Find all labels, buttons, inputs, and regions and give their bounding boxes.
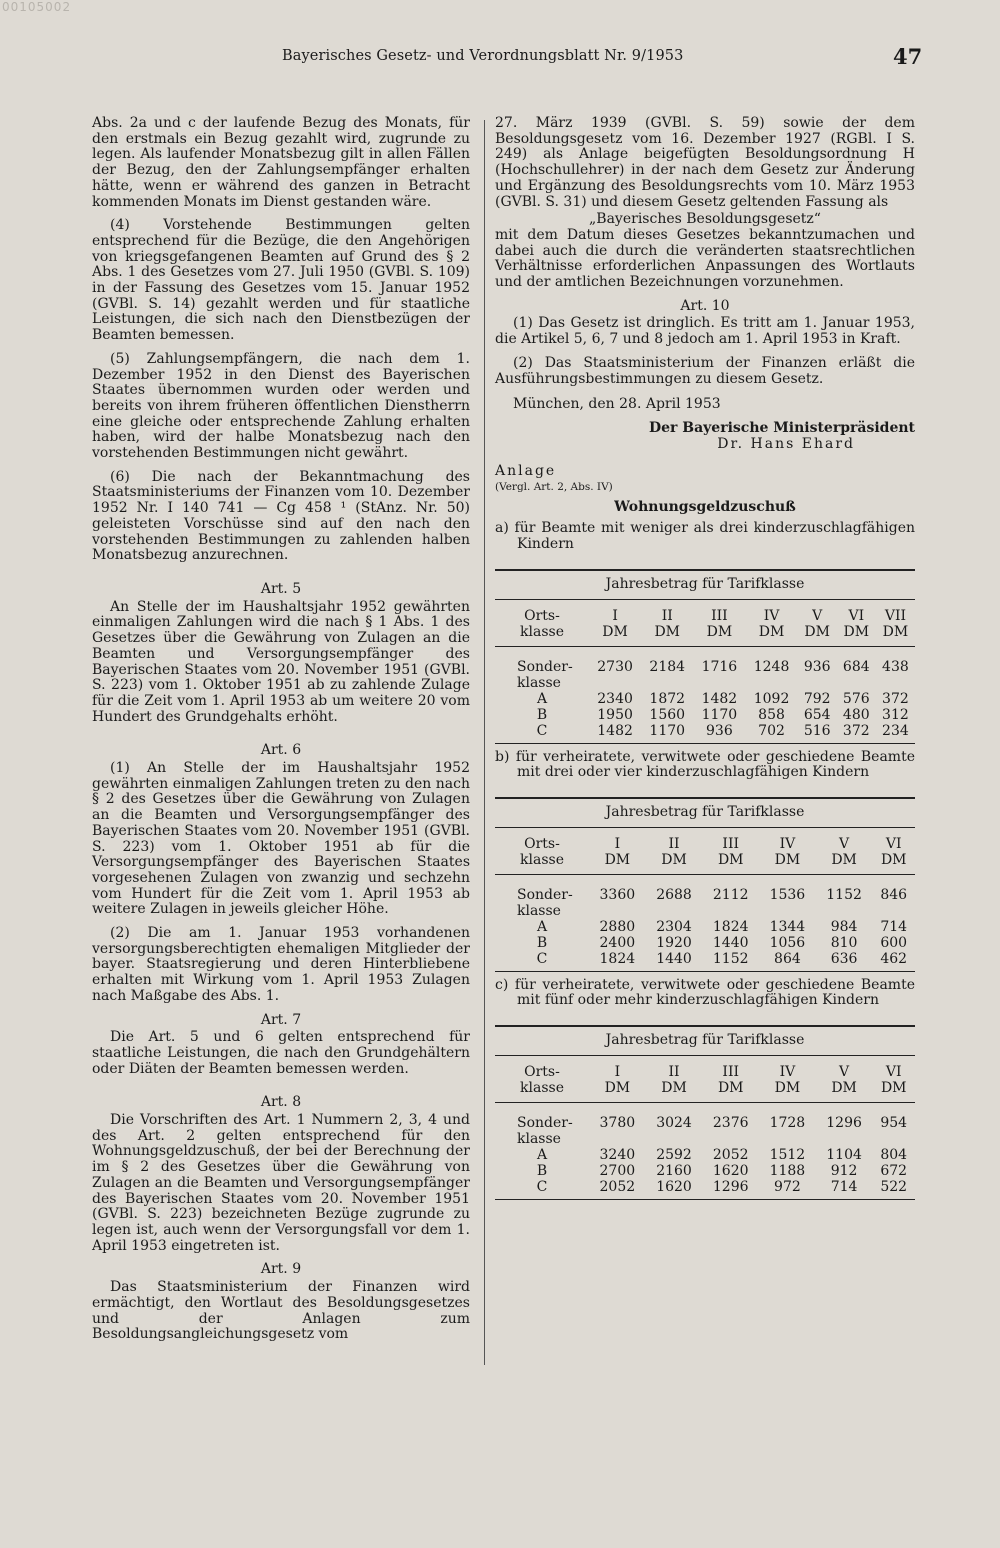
- table-cell: 702: [758, 722, 785, 739]
- table-cell: 576: [842, 690, 870, 707]
- table-cell: 936: [706, 722, 733, 739]
- left-column: [92, 116, 470, 1351]
- table-cell: 234: [882, 722, 909, 739]
- table-cell: 1296: [712, 1178, 749, 1195]
- table-caption: Jahresbetrag für Tarifklasse: [605, 803, 805, 820]
- table-cell: 600: [880, 934, 908, 951]
- article-heading: Art. 10: [680, 297, 730, 314]
- table-cell: 1716: [701, 658, 738, 675]
- row-label: C: [536, 950, 548, 967]
- paragraph: Abs. 2a und c der laufende Bezug des Monats, für den erstmals ein Bezug gezahlt wird, zugrunde zu legen. Als laufender Monatsbezug gilt in allen Fällen der Bezug, den der Zahlungsempfänger erhalten hätte, wenn er während des ganzen in Betracht kommenden Monats im Dienst gestanden wäre.: [92, 115, 470, 210]
- table-cell: 1620: [712, 1162, 749, 1179]
- table-cell: 522: [880, 1178, 908, 1195]
- table-cell: 2112: [712, 886, 749, 903]
- running-header: Bayerisches Gesetz- und Verordnungsblatt Nr. 9/1953: [282, 48, 684, 64]
- row-label: A: [536, 1146, 548, 1163]
- table-cell: 1152: [712, 950, 749, 967]
- article-heading: Art. 8: [260, 1094, 302, 1111]
- archive-stamp: 00105002: [2, 0, 72, 14]
- table-cell: 2592: [656, 1146, 692, 1163]
- paragraph: Das Staatsministerium der Finanzen wird ermächtigt, den Wortlaut des Besoldungsgesetzes und der Anlagen zum Besoldungsangleichungsgesetz vom: [92, 1279, 470, 1343]
- table-cell: 1170: [701, 706, 738, 723]
- annex-label: Anlage: [495, 463, 557, 480]
- table-cell: 810: [830, 934, 858, 951]
- data-table: [495, 1056, 915, 1199]
- column-divider: [484, 120, 485, 1365]
- table-row: [495, 919, 915, 935]
- table-row: [495, 646, 915, 691]
- column-header: VII DM: [882, 607, 909, 640]
- paragraph: (4) Vorstehende Bestimmungen gelten entsprechend für die Bezüge, die den Angehörigen von kriegsgefangenen Beamten auf Grund des § 2 Abs. 1 des Gesetzes vom 27. Juli 1950 (GVBl. S. 109) in der Fassung des Gesetzes vom 15. Januar 1952 (GVBl. S. 14) gezahlt werden und für staatliche Leistungen, die sich nach den Dienstbezügen der Beamten bemessen.: [92, 217, 470, 344]
- row-label: Sonder- klasse: [517, 658, 573, 691]
- table-cell: 912: [830, 1162, 858, 1179]
- data-table: [495, 600, 915, 743]
- table-cell: 1248: [753, 658, 790, 675]
- row-label: B: [536, 706, 548, 723]
- table-bottom-rule: [495, 743, 915, 744]
- column-header-ortsklasse: Orts- klasse: [520, 1063, 564, 1096]
- annex-reference: (Vergl. Art. 2, Abs. IV): [495, 481, 613, 494]
- table-cell: 792: [803, 690, 831, 707]
- column-header: V DM: [831, 1063, 857, 1096]
- table-cell: 1482: [597, 722, 633, 739]
- table-row: [495, 1147, 915, 1163]
- article-heading: Art. 9: [260, 1261, 302, 1278]
- table-cell: 1728: [769, 1114, 806, 1131]
- table-cell: 1824: [599, 950, 636, 967]
- paragraph: 27. März 1939 (GVBl. S. 59) sowie der dem Besoldungsgesetz vom 16. Dezember 1927 (RGBl. I S. 249) als Anlage beigefügten Besoldungsordnung H (Hochschullehrer) in der nach dem Gesetz zur Änderung und Ergänzung des Besoldungsrechts vom 10. März 1953 (GVBl. S. 31) und diesem Gesetz geltenden Fassung als: [495, 115, 915, 210]
- table-row: [495, 1163, 915, 1179]
- table-cell: 684: [842, 658, 870, 675]
- column-header: I DM: [604, 1063, 631, 1096]
- table-cell: 1824: [712, 918, 749, 935]
- table-cell: 972: [774, 1178, 801, 1195]
- right-column: [495, 116, 915, 1206]
- column-header: IV DM: [774, 1063, 801, 1096]
- table-cell: 2400: [599, 934, 636, 951]
- table-cell: 636: [830, 950, 858, 967]
- column-header: III DM: [706, 607, 733, 640]
- paragraph: (5) Zahlungsempfängern, die nach dem 1. Dezember 1952 in den Dienst des Bayerischen Staates übernommen wurden oder werden und bereits von ihrem früheren öffentlichen Dienstherrn eine gleiche oder entsprechende Zahlung erhalten haben, wird der halbe Monatsbezug nach den vorstehenden Bestimmungen nicht gewährt.: [92, 350, 470, 462]
- paragraph: Die Vorschriften des Art. 1 Nummern 2, 3, 4 und des Art. 2 gelten entsprechend für den Wohnungsgeldzuschuß, der bei der Berechnung der im § 2 des Gesetzes über die Gewährung von Zulagen an die Beamten und Versorgungsempfänger des Bayerischen Staates vom 20. November 1951 (GVBl. S. 223) bezeichneten Bezüge zugrunde zu legen ist, auch wenn der Versorgungsfall vor dem 1. April 1953 eingetreten ist.: [92, 1112, 470, 1254]
- column-header: V DM: [831, 835, 857, 868]
- table-cell: 714: [880, 918, 908, 935]
- section-title: Wohnungsgeldzuschuß: [614, 498, 796, 515]
- list-item-c: c) für verheiratete, verwitwete oder geschiedene Beamte mit fünf oder mehr kinderzuschlagfähigen Kindern: [495, 976, 915, 1009]
- rates-table-b: [495, 797, 915, 972]
- column-header: IV DM: [758, 607, 785, 640]
- column-header-ortsklasse: Orts- klasse: [520, 607, 564, 640]
- column-header: IV DM: [774, 835, 801, 868]
- column-header: II DM: [661, 1063, 687, 1096]
- table-cell: 1056: [769, 934, 806, 951]
- paragraph: (1) An Stelle der im Haushaltsjahr 1952 gewährten einmaligen Zahlungen treten zu den nach § 2 des Gesetzes über die Gewährung von Zulagen an die Beamten und Versorgungsempfänger des Bayerischen Staates vom 20. November 1951 (GVBl. S. 223) vom 1. Oktober 1951 ab für die Versorgungsempfänger des Bayerischen Staates vorgesehenen Zulagen von zwanzig und sechzehn vom Hundert für die Zeit vom 1. April 1953 ab weitere Zulagen in jeweils gleicher Höhe.: [92, 760, 470, 918]
- table-cell: 2304: [656, 918, 692, 935]
- table-cell: 936: [803, 658, 831, 675]
- table-cell: 2052: [599, 1178, 636, 1195]
- table-cell: 516: [803, 722, 831, 739]
- place-date: München, den 28. April 1953: [513, 396, 721, 413]
- paragraph: (6) Die nach der Bekanntmachung des Staatsministeriums der Finanzen vom 10. Dezember 1952 Nr. I 140 741 — Cg 458 ¹ (StAnz. Nr. 50) geleisteten Vorschüsse sind auf den nach den vorstehenden Bestimmungen zu zahlenden halben Monatsbezug anzurechnen.: [92, 468, 470, 564]
- table-caption: Jahresbetrag für Tarifklasse: [605, 1032, 805, 1049]
- table-cell: 846: [880, 886, 908, 903]
- article-heading: Art. 7: [260, 1011, 302, 1028]
- table-cell: 3240: [599, 1146, 636, 1163]
- article-heading: Art. 5: [260, 580, 302, 597]
- table-cell: 2340: [597, 690, 633, 707]
- column-header: VI DM: [843, 607, 870, 640]
- table-cell: 1872: [649, 690, 686, 707]
- row-label: C: [536, 1178, 548, 1195]
- table-cell: 1152: [826, 886, 862, 903]
- table-cell: 1482: [701, 690, 738, 707]
- rates-table-c: [495, 1025, 915, 1200]
- table-cell: 372: [842, 722, 870, 739]
- table-cell: 864: [774, 950, 801, 967]
- row-label: C: [536, 722, 548, 739]
- table-cell: 1440: [656, 950, 692, 967]
- column-header: II DM: [661, 835, 687, 868]
- table-cell: 462: [880, 950, 908, 967]
- column-header: VI DM: [880, 835, 907, 868]
- table-cell: 1092: [753, 690, 790, 707]
- column-header: I DM: [602, 607, 628, 640]
- paragraph: mit dem Datum dieses Gesetzes bekanntzumachen und dabei auch die durch die veränderten staatsrechtlichen Verhältnisse erforderlichen Anpassungen des Wortlauts und der amtlichen Bezeichnungen vorzunehmen.: [495, 226, 915, 291]
- table-row: [495, 707, 915, 723]
- page-number: 47: [893, 44, 923, 69]
- table-bottom-rule: [495, 971, 915, 972]
- table-cell: 1296: [826, 1114, 862, 1131]
- table-caption: Jahresbetrag für Tarifklasse: [605, 575, 805, 592]
- column-header: VI DM: [880, 1063, 907, 1096]
- table-cell: 1344: [769, 918, 806, 935]
- table-cell: 1920: [656, 934, 692, 951]
- table-cell: 1560: [649, 706, 686, 723]
- table-cell: 954: [880, 1114, 908, 1131]
- table-row: [495, 723, 915, 743]
- table-cell: 2376: [712, 1114, 749, 1131]
- signer-name: Dr. Hans Ehard: [717, 435, 855, 452]
- table-cell: 1512: [769, 1146, 806, 1163]
- table-row: [495, 874, 915, 919]
- table-cell: 2160: [656, 1162, 692, 1179]
- table-row: [495, 935, 915, 951]
- table-cell: 1620: [656, 1178, 692, 1195]
- paragraph: (2) Die am 1. Januar 1953 vorhandenen versorgungsberechtigten ehemaligen Mitglieder der bayer. Staatsregierung und deren Hinterbliebene erhalten mit Wirkung vom 1. April 1953 Zulagen nach Maßgabe des Abs. 1.: [92, 925, 470, 1004]
- table-cell: 714: [830, 1178, 858, 1195]
- column-header-ortsklasse: Orts- klasse: [520, 835, 564, 868]
- table-cell: 438: [882, 658, 909, 675]
- table-cell: 3360: [599, 886, 636, 903]
- table-cell: 2052: [712, 1146, 749, 1163]
- table-cell: 1104: [826, 1146, 862, 1163]
- table-cell: 1536: [769, 886, 806, 903]
- table-cell: 480: [842, 706, 870, 723]
- table-cell: 312: [882, 706, 909, 723]
- table-cell: 858: [758, 706, 785, 723]
- paragraph: Die Art. 5 und 6 gelten entsprechend für staatliche Leistungen, die nach den Grundgehältern oder Diäten der Beamten bemessen werden.: [92, 1029, 470, 1077]
- table-cell: 3024: [656, 1114, 692, 1131]
- table-cell: 1950: [597, 706, 633, 723]
- table-cell: 2880: [599, 918, 636, 935]
- table-cell: 3780: [599, 1114, 636, 1131]
- column-header: II DM: [654, 607, 681, 640]
- column-header: III DM: [717, 1063, 744, 1096]
- data-table: [495, 828, 915, 971]
- table-row: [495, 1102, 915, 1147]
- table-cell: 984: [830, 918, 858, 935]
- table-cell: 1440: [712, 934, 749, 951]
- table-cell: 2688: [656, 886, 692, 903]
- paragraph: (2) Das Staatsministerium der Finanzen erläßt die Ausführungsbestimmungen zu diesem Gesetz.: [495, 354, 915, 387]
- table-cell: 2184: [649, 658, 686, 675]
- table-row: [495, 691, 915, 707]
- law-title-quote: „Bayerisches Besoldungsgesetz“: [589, 211, 821, 228]
- table-cell: 372: [882, 690, 909, 707]
- signer-title: Der Bayerische Ministerpräsident: [648, 419, 915, 436]
- row-label: A: [536, 918, 548, 935]
- table-cell: 1170: [649, 722, 686, 739]
- table-bottom-rule: [495, 1199, 915, 1200]
- paragraph: An Stelle der im Haushaltsjahr 1952 gewährten einmaligen Zahlungen wird die nach § 1 Abs. 1 des Gesetzes über die Gewährung von Zulagen an die Beamten und Versorgungsempfänger des Bayerischen Staates vom 20. November 1951 (GVBl. S. 223) vom 1. Oktober 1951 ab zu zahlende Zulage für die Zeit vom 1. April 1953 ab um weitere 20 vom Hundert des Grundgehalts erhöht.: [92, 598, 470, 725]
- row-label: B: [536, 934, 548, 951]
- list-item-b: b) für verheiratete, verwitwete oder geschiedene Beamte mit drei oder vier kinderzuschlagfähigen Kindern: [495, 748, 915, 781]
- column-header: I DM: [604, 835, 631, 868]
- column-header: V DM: [804, 607, 830, 640]
- table-cell: 2700: [599, 1162, 636, 1179]
- table-cell: 672: [880, 1162, 908, 1179]
- table-row: [495, 1179, 915, 1199]
- row-label: Sonder- klasse: [517, 1114, 573, 1147]
- article-heading: Art. 6: [260, 742, 302, 759]
- table-cell: 1188: [769, 1162, 806, 1179]
- table-cell: 2730: [597, 658, 633, 675]
- row-label: A: [536, 690, 548, 707]
- rates-table-a: [495, 569, 915, 744]
- row-label: B: [536, 1162, 548, 1179]
- paragraph: (1) Das Gesetz ist dringlich. Es tritt am 1. Januar 1953, die Artikel 5, 6, 7 und 8 jedoch am 1. April 1953 in Kraft.: [495, 315, 915, 348]
- list-item-a: a) für Beamte mit weniger als drei kinderzuschlagfähigen Kindern: [495, 520, 915, 553]
- table-row: [495, 951, 915, 971]
- row-label: Sonder- klasse: [517, 886, 573, 919]
- table-cell: 654: [803, 706, 831, 723]
- column-header: III DM: [717, 835, 744, 868]
- table-cell: 804: [880, 1146, 908, 1163]
